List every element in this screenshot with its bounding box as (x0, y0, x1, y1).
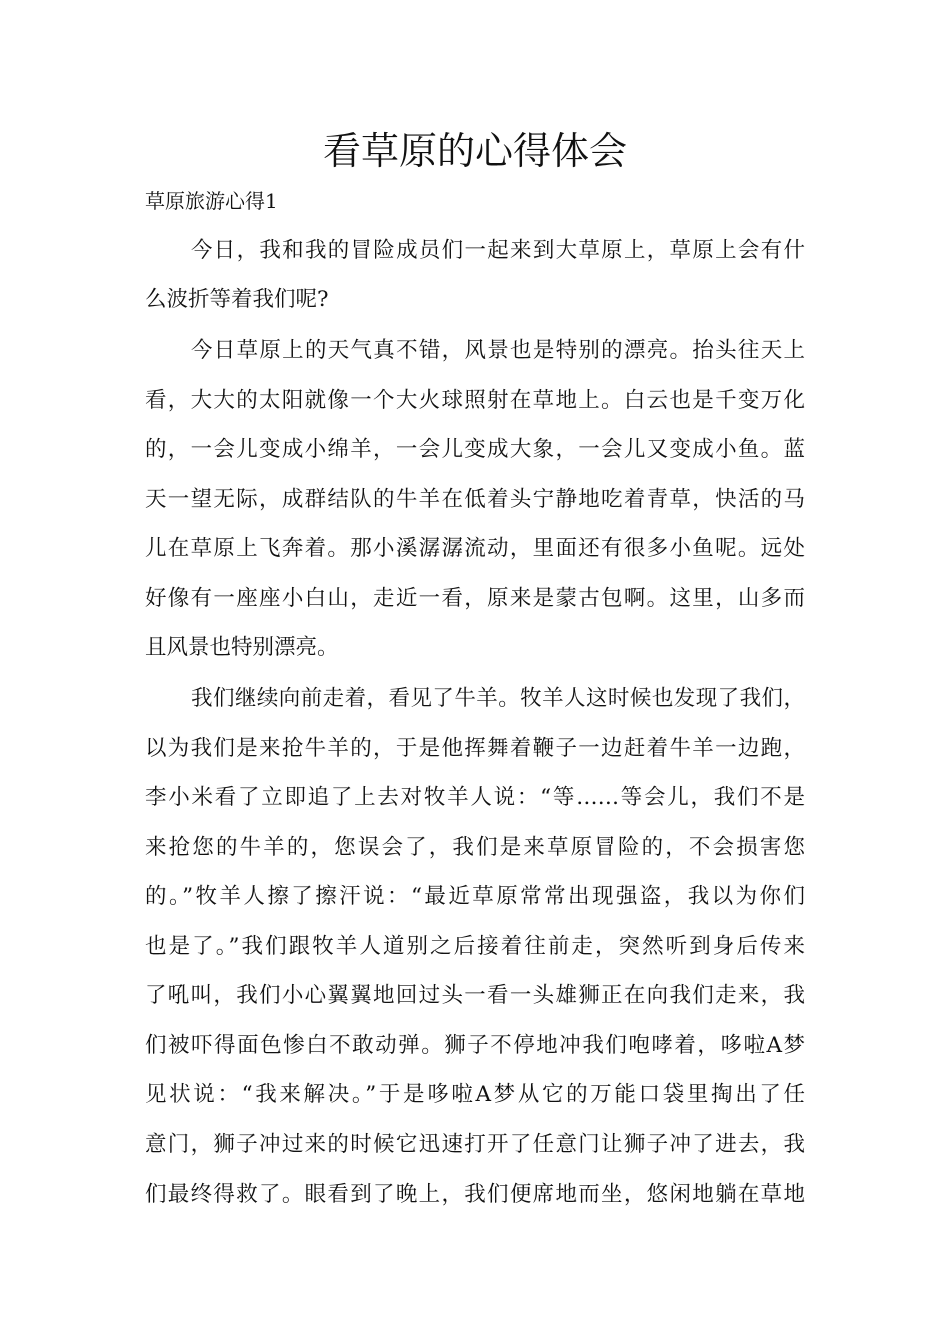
text-line: 见状说：“我来解决。”于是哆啦A梦从它的万能口袋里掏出了任 (145, 1082, 805, 1107)
text-line: 今日，我和我的冒险成员们一起来到大草原上，草原上会有什 (191, 238, 805, 263)
document-title: 看草原的心得体会 (322, 129, 627, 173)
text-line: 我们继续向前走着，看见了牛羊。牧羊人这时候也发现了我们， (191, 686, 805, 711)
text-line: 们最终得救了。眼看到了晚上，我们便席地而坐，悠闲地躺在草地 (145, 1182, 805, 1207)
text-line: 意门，狮子冲过来的时候它迅速打开了任意门让狮子冲了进去，我 (145, 1132, 805, 1157)
text-line: 了吼叫，我们小心翼翼地回过头一看一头雄狮正在向我们走来，我 (145, 983, 805, 1008)
text-line: 今日草原上的天气真不错，风景也是特别的漂亮。抬头往天上 (191, 338, 805, 363)
text-line: 看，大大的太阳就像一个大火球照射在草地上。白云也是千变万化 (145, 388, 805, 413)
text-line: 也是了。”我们跟牧羊人道别之后接着往前走，突然听到身后传来 (145, 934, 805, 959)
text-line: 们被吓得面色惨白不敢动弹。狮子不停地冲我们咆哮着，哆啦A梦 (145, 1033, 805, 1058)
text-line: 来抢您的牛羊的，您误会了，我们是来草原冒险的，不会损害您 (145, 835, 805, 860)
text-line: 天一望无际，成群结队的牛羊在低着头宁静地吃着青草，快活的马 (145, 487, 805, 512)
text-line: 儿在草原上飞奔着。那小溪潺潺流动，里面还有很多小鱼呢。远处 (145, 536, 805, 561)
text-line: 好像有一座座小白山，走近一看，原来是蒙古包啊。这里，山多而 (145, 586, 805, 611)
section-subtitle: 草原旅游心得1 (145, 189, 278, 213)
text-line: 李小米看了立即追了上去对牧羊人说：“等……等会儿，我们不是 (145, 785, 805, 810)
text-line: 以为我们是来抢牛羊的，于是他挥舞着鞭子一边赶着牛羊一边跑， (145, 736, 805, 761)
text-line: 且风景也特别漂亮。 (145, 635, 339, 660)
text-line: 的，一会儿变成小绵羊，一会儿变成大象，一会儿又变成小鱼。蓝 (145, 437, 805, 462)
text-line: 么波折等着我们呢? (145, 287, 329, 312)
text-line: 的。”牧羊人擦了擦汗说：“最近草原常常出现强盗，我以为你们 (145, 884, 805, 909)
